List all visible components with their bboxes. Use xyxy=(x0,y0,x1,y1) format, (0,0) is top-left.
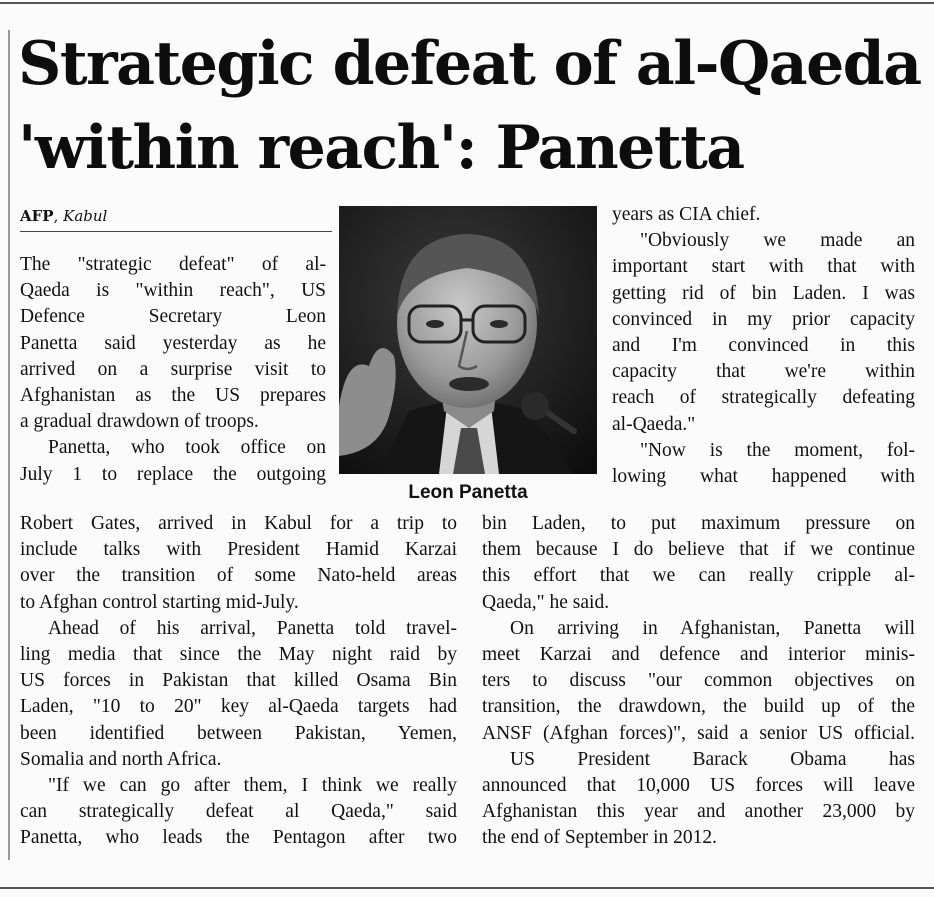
article-line: US forces in Pakistan that killed Osama Bin xyxy=(20,670,457,692)
headline-line-1: Strategic defeat of al-Qaeda xyxy=(18,29,921,99)
left-column-rule xyxy=(8,30,10,860)
leon-panetta-photo xyxy=(339,206,597,474)
byline: AFP, Kabul xyxy=(20,207,108,225)
article-line: ling media that since the May night raid by xyxy=(20,644,457,666)
article-line: Panetta, who took office on xyxy=(48,437,326,459)
article-line: years as CIA chief. xyxy=(612,204,761,225)
article-line: bin Laden, to put maximum pressure on xyxy=(482,513,915,534)
article-column-1-lower xyxy=(20,511,457,852)
article-line: meet Karzai and defence and interior minis- xyxy=(482,644,915,666)
article-line: the end of September in 2012. xyxy=(482,827,718,849)
article-line: and I'm convinced in this xyxy=(612,335,915,357)
portrait-illustration xyxy=(339,206,597,474)
article-column-1-upper xyxy=(20,252,326,488)
headline-line-2: 'within reach': Panetta xyxy=(18,113,744,183)
article-line: reach of strategically defeating xyxy=(612,387,915,409)
article-line: over the transition of some Nato-held areas xyxy=(20,565,457,587)
article-line: transition, the drawdown, the build up of the xyxy=(482,696,915,718)
article-line: July 1 to replace the outgoing xyxy=(20,463,326,485)
top-border-rule xyxy=(0,2,934,4)
article-line: al-Qaeda." xyxy=(612,413,696,435)
article-line: Ahead of his arrival, Panetta told travel- xyxy=(48,617,457,639)
article-line: convinced in my prior capacity xyxy=(612,308,915,330)
article-line: this effort that we can really cripple al- xyxy=(482,565,915,587)
article-line: The "strategic defeat" of al- xyxy=(20,254,326,275)
article-line: include talks with President Hamid Karzai xyxy=(20,539,457,561)
bottom-border-rule xyxy=(0,887,934,889)
article-line: Qaeda," he said. xyxy=(482,591,610,613)
byline-agency: AFP xyxy=(20,207,54,225)
article-line: Qaeda is "within reach", US xyxy=(20,280,326,302)
article-line: Panetta said yesterday as he xyxy=(20,332,326,354)
article-line: ters to discuss "our common objectives on xyxy=(482,670,915,692)
article-line: a gradual drawdown of troops. xyxy=(20,411,259,433)
headline xyxy=(18,22,923,190)
article-column-2-lower xyxy=(482,511,915,852)
article-line: getting rid of bin Laden. I was xyxy=(612,282,915,304)
article-line: Afghanistan as the US prepares xyxy=(20,385,326,407)
article-line: "If we can go after them, I think we really xyxy=(48,775,457,797)
byline-rule xyxy=(20,231,332,232)
article-line: Defence Secretary Leon xyxy=(20,306,326,328)
article-line: "Now is the moment, fol- xyxy=(640,439,915,461)
article-column-2-upper xyxy=(612,202,915,490)
article-line: been identified between Pakistan, Yemen, xyxy=(20,722,457,744)
article-line: can strategically defeat al Qaeda," said xyxy=(20,801,457,823)
article-line: Somalia and north Africa. xyxy=(20,748,222,770)
article-line: Afghanistan this year and another 23,000 by xyxy=(482,801,915,823)
article-line: announced that 10,000 US forces will leave xyxy=(482,775,915,797)
article-line: Robert Gates, arrived in Kabul for a trip to xyxy=(20,513,457,534)
byline-city: Kabul xyxy=(63,207,108,225)
photo-caption: Leon Panetta xyxy=(408,482,528,503)
article-line: On arriving in Afghanistan, Panetta will xyxy=(510,617,915,639)
article-line: ANSF (Afghan forces)", said a senior US official. xyxy=(482,722,915,744)
article-line: "Obviously we made an xyxy=(640,230,915,252)
article-line: Panetta, who leads the Pentagon after two xyxy=(20,827,457,849)
article-line: lowing what happened with xyxy=(612,466,915,488)
article-line: to Afghan control starting mid-July. xyxy=(20,591,299,613)
article-line: US President Barack Obama has xyxy=(510,748,915,770)
article-line: Laden, "10 to 20" key al-Qaeda targets had xyxy=(20,696,457,718)
article-line: capacity that we're within xyxy=(612,361,915,383)
article-line: them because I do believe that if we continue xyxy=(482,539,915,561)
article-line: arrived on a surprise visit to xyxy=(20,358,326,380)
article-line: important start with that with xyxy=(612,256,915,278)
